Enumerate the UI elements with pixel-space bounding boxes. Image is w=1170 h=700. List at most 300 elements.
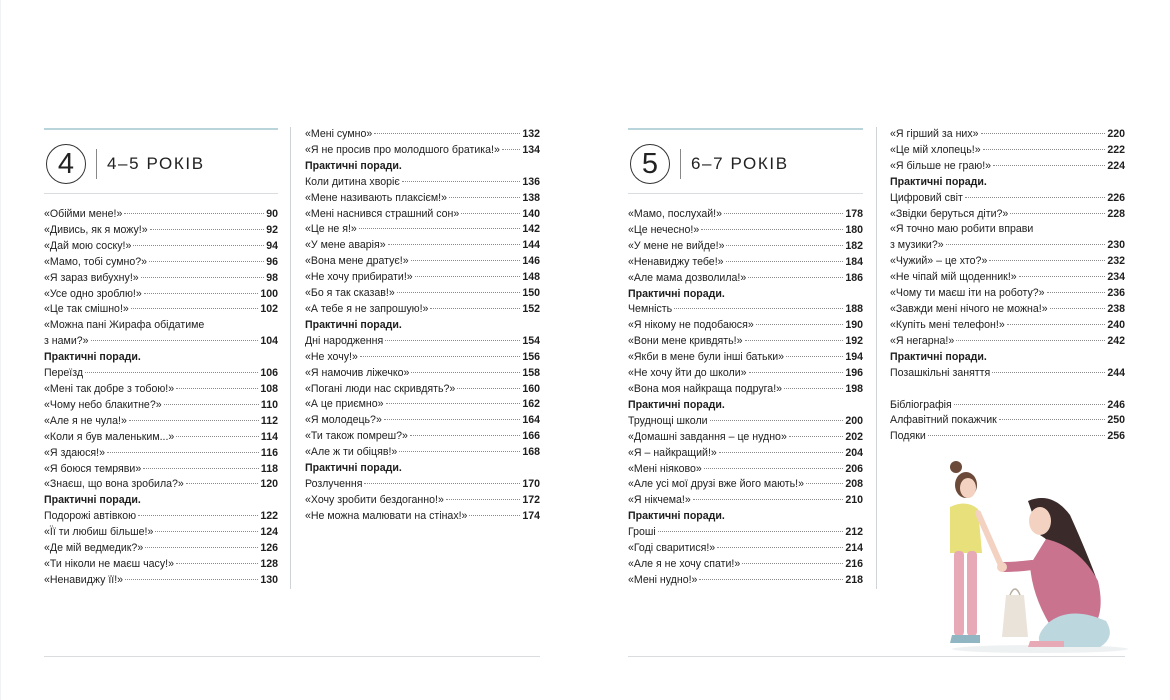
toc-leader-dots <box>726 261 844 262</box>
chapter4-top-rule <box>44 128 278 130</box>
toc-page-number: 194 <box>845 351 863 364</box>
toc-leader-dots <box>693 499 844 500</box>
toc-leader-dots <box>141 277 265 278</box>
toc-entry-title: «Мамо, послухай!» <box>628 208 723 220</box>
page-edge-left <box>0 0 1 700</box>
toc-leader-dots <box>143 468 259 469</box>
toc-entry-first-line: «Можна пані Жирафа обідатиме <box>44 319 205 332</box>
toc-leader-dots <box>1047 292 1106 293</box>
toc-page-number: 154 <box>522 334 540 347</box>
toc-entry-title: Алфавітний покажчик <box>890 414 997 427</box>
toc-leader-dots <box>138 515 258 516</box>
toc-leader-dots <box>710 420 844 421</box>
toc-entry <box>44 414 278 430</box>
toc-entry <box>628 430 863 446</box>
toc-leader-dots <box>411 260 521 261</box>
toc-page-number: 150 <box>522 287 540 300</box>
toc-page-number: 206 <box>845 462 863 475</box>
toc-page-number: 158 <box>522 366 540 379</box>
toc-leader-dots <box>699 579 843 580</box>
toc-page-number: 104 <box>260 335 278 348</box>
toc-entry <box>305 413 540 429</box>
chapter-number-circle <box>46 144 86 184</box>
toc-entry-title: Подорожі автівкою <box>44 510 137 523</box>
mother-daughter-illustration <box>920 455 1130 655</box>
toc-column-4 <box>890 127 1125 445</box>
toc-page-number: 244 <box>1107 366 1125 379</box>
toc-page-number: 240 <box>1107 318 1125 331</box>
toc-entry <box>890 207 1125 223</box>
toc-entry-title: «Але усі мої друзі вже його мають!» <box>628 478 805 491</box>
toc-leader-dots <box>449 197 520 198</box>
toc-entry-title: «Ненавиджу тебе!» <box>628 255 724 268</box>
toc-page-number: 232 <box>1107 255 1125 268</box>
toc-entry <box>305 477 540 493</box>
toc-entry <box>628 334 863 350</box>
toc-entry <box>44 462 278 478</box>
toc-entry <box>44 525 278 541</box>
toc-entry-title: «Годі сваритися!» <box>628 542 716 555</box>
toc-entry <box>628 255 863 271</box>
toc-entry <box>44 366 278 382</box>
toc-leader-dots <box>124 213 264 214</box>
toc-entry <box>628 318 863 334</box>
toc-entry <box>305 127 540 143</box>
toc-section-heading: Практичні поради. <box>890 175 987 188</box>
toc-leader-dots <box>981 133 1106 134</box>
toc-page-number: 172 <box>522 493 540 506</box>
toc-page-number: 136 <box>522 175 540 188</box>
toc-leader-dots <box>928 435 1106 436</box>
toc-page-number: 186 <box>845 271 863 284</box>
toc-leader-dots <box>457 388 520 389</box>
toc-leader-dots <box>129 420 259 421</box>
toc-leader-dots <box>374 133 520 134</box>
toc-column-1 <box>44 207 278 589</box>
toc-section-heading: Практичні поради. <box>628 287 725 300</box>
toc-leader-dots <box>999 419 1106 420</box>
toc-entry <box>44 223 278 239</box>
toc-leader-dots <box>131 308 259 309</box>
toc-entry <box>305 191 540 207</box>
toc-page-number: 218 <box>845 573 863 586</box>
toc-entry-title: «Мені наснився страшний сон» <box>305 207 460 220</box>
toc-page-number: 192 <box>845 335 863 348</box>
toc-page-number: 144 <box>522 239 540 252</box>
toc-entry <box>628 573 863 589</box>
toc-entry <box>890 366 1125 382</box>
toc-page-number: 146 <box>522 255 540 268</box>
toc-leader-dots <box>145 547 258 548</box>
toc-entry-title: «Погані люди нас скривдять?» <box>305 382 456 395</box>
toc-entry <box>44 207 278 223</box>
toc-entry-title: «Я гірший за них» <box>890 128 979 140</box>
toc-leader-dots <box>742 563 843 564</box>
toc-entry-title: «Не можна малювати на стінах!» <box>305 509 468 522</box>
toc-page-number: 160 <box>522 382 540 395</box>
toc-entry-first-line: «Я точно маю робити вправи <box>890 223 1034 236</box>
toc-entry <box>305 175 540 191</box>
toc-leader-dots <box>954 404 1106 405</box>
toc-entry-title: «Це не я!» <box>305 223 357 236</box>
toc-entry-title: Чемність <box>628 303 673 316</box>
toc-entry-title: «Хочу зробити бездоганно!» <box>305 493 444 506</box>
toc-entry-title: «Її ти любиш більше!» <box>44 526 154 539</box>
toc-entry <box>305 270 540 286</box>
toc-entry <box>305 509 540 525</box>
toc-page-number: 156 <box>522 350 540 363</box>
toc-page-number: 246 <box>1107 398 1125 411</box>
toc-entry-title: «У мене не вийде!» <box>628 239 725 252</box>
toc-page-number: 134 <box>522 143 540 156</box>
toc-leader-dots <box>1007 324 1106 325</box>
girl-figure <box>950 461 1000 643</box>
toc-entry <box>305 350 540 366</box>
toc-page-number: 142 <box>522 223 540 236</box>
toc-entry-title: з музики?» <box>890 239 944 252</box>
toc-entry-title: «Звідки беруться діти?» <box>890 207 1009 220</box>
toc-entry-title: «Ти ніколи не маєш часу!» <box>44 557 174 570</box>
toc-leader-dots <box>176 563 258 564</box>
toc-leader-dots <box>176 436 259 437</box>
toc-entry-title: «Мене називають плаксієм!» <box>305 191 447 204</box>
toc-page-number: 170 <box>522 477 540 490</box>
toc-leader-dots <box>674 308 843 309</box>
toc-entry-title: «Я молодець?» <box>305 414 382 427</box>
toc-entry <box>890 238 1125 254</box>
toc-page-number: 168 <box>522 446 540 459</box>
toc-page-number: 210 <box>845 494 863 507</box>
chapter-number: 4 <box>57 147 75 180</box>
toc-entry <box>305 397 540 413</box>
toc-leader-dots <box>658 531 844 532</box>
toc-entry-title: «Мамо, тобі сумно?» <box>44 255 148 268</box>
toc-leader-dots <box>107 452 259 453</box>
toc-leader-dots <box>701 229 843 230</box>
toc-entry <box>305 222 540 238</box>
toc-entry <box>44 334 278 350</box>
toc-leader-dots <box>164 404 259 405</box>
toc-entry-title: «Чому ти маєш іти на роботу?» <box>890 287 1045 300</box>
toc-entry <box>44 477 278 493</box>
toc-entry-title: «Але ж ти обіцяв!» <box>305 446 398 459</box>
toc-leader-dots <box>385 340 520 341</box>
toc-entry <box>628 557 863 573</box>
toc-entry-title: «Не хочу йти до школи» <box>628 367 747 380</box>
chapter-number-circle <box>630 144 670 184</box>
toc-leader-dots <box>806 483 843 484</box>
toc-leader-dots <box>125 579 258 580</box>
toc-leader-dots <box>144 293 259 294</box>
toc-entry-title: «Але я не хочу спати!» <box>628 557 741 570</box>
toc-page-number: 120 <box>260 478 278 491</box>
toc-entry <box>628 207 863 223</box>
toc-page-number: 178 <box>845 208 863 220</box>
toc-leader-dots <box>1019 276 1106 277</box>
toc-entry <box>44 239 278 255</box>
toc-page-number: 216 <box>845 557 863 570</box>
toc-page-number: 174 <box>522 509 540 522</box>
toc-entry-title: «Де мій ведмедик?» <box>44 542 144 555</box>
toc-entry <box>44 382 278 398</box>
toc-page-number: 108 <box>260 382 278 395</box>
toc-leader-dots <box>993 165 1105 166</box>
chapter-number: 5 <box>641 147 659 180</box>
toc-leader-dots <box>946 244 1106 245</box>
toc-entry-title: Розлучення <box>305 477 363 490</box>
toc-entry <box>628 239 863 255</box>
toc-leader-dots <box>386 403 521 404</box>
toc-page-number: 148 <box>522 271 540 284</box>
toc-leader-dots <box>430 308 520 309</box>
toc-leader-dots <box>133 245 264 246</box>
toc-leader-dots <box>992 372 1105 373</box>
left-page-bottom-rule <box>44 656 540 657</box>
toc-entry-title: «У мене аварія» <box>305 239 386 252</box>
toc-page-number: 202 <box>845 430 863 443</box>
toc-page-number: 118 <box>260 462 278 475</box>
toc-column-2 <box>305 127 540 525</box>
toc-leader-dots <box>364 483 520 484</box>
toc-entry-title: «Я негарна!» <box>890 334 955 347</box>
toc-entry-title: з нами?» <box>44 335 89 348</box>
toc-entry-title: «Ти також помреш?» <box>305 430 408 443</box>
toc-entry <box>305 493 540 509</box>
toc-entry-title: «Якби в мене були інші батьки» <box>628 351 785 364</box>
toc-page-number: 132 <box>522 128 540 140</box>
toc-entry <box>628 446 863 462</box>
chapter-4-header <box>46 144 205 184</box>
toc-entry <box>44 271 278 287</box>
toc-entry-title: «Я намочив ліжечко» <box>305 366 410 379</box>
toc-page-number: 124 <box>260 526 278 539</box>
toc-entry <box>890 318 1125 334</box>
toc-leader-dots <box>789 436 843 437</box>
toc-entry-title: «А тебе я не запрошую!» <box>305 302 429 315</box>
toc-leader-dots <box>1050 308 1106 309</box>
toc-entry <box>628 302 863 318</box>
toc-entry-title: «Знаєш, що вона зробила?» <box>44 478 184 491</box>
toc-entry-title: «Усе одно зроблю!» <box>44 287 142 300</box>
toc-page-number: 96 <box>266 255 278 268</box>
toc-entry <box>890 143 1125 159</box>
toc-entry-title: «Мені ніяково» <box>628 462 702 475</box>
toc-entry <box>628 366 863 382</box>
toc-entry <box>44 302 278 318</box>
toc-entry-title: «Мені сумно» <box>305 128 373 140</box>
toc-entry-title: «Не хочу прибирати!» <box>305 271 413 284</box>
toc-entry-title: Подяки <box>890 430 926 443</box>
toc-section-heading: Практичні поради. <box>628 510 725 523</box>
toc-entry <box>305 207 540 223</box>
toc-page-number: 138 <box>522 191 540 204</box>
toc-entry <box>305 254 540 270</box>
toc-page-number: 90 <box>266 208 278 220</box>
toc-entry <box>305 382 540 398</box>
toc-page-number: 152 <box>522 302 540 315</box>
toc-entry-title: «Не чіпай мій щоденник!» <box>890 271 1017 284</box>
toc-entry-title: «Мені нудно!» <box>628 573 698 586</box>
toc-entry-title: «Я здаюся!» <box>44 446 105 459</box>
toc-entry-title: «Чужий» – це хто?» <box>890 255 988 268</box>
toc-page-number: 220 <box>1107 128 1125 140</box>
toc-page-number: 214 <box>845 542 863 555</box>
toc-page-number: 184 <box>845 255 863 268</box>
chapter-header-separator <box>96 149 97 179</box>
toc-page-number: 180 <box>845 223 863 236</box>
toc-page-number: 196 <box>845 367 863 380</box>
toc-entry <box>44 287 278 303</box>
toc-entry <box>628 525 863 541</box>
toc-leader-dots <box>384 419 520 420</box>
toc-page-number: 102 <box>260 303 278 316</box>
toc-leader-dots <box>784 388 843 389</box>
toc-entry <box>44 430 278 446</box>
toc-entry-title: «Я нікчема!» <box>628 494 691 507</box>
toc-page-number: 128 <box>260 557 278 570</box>
toc-entry <box>305 143 540 159</box>
toc-section-heading: Практичні поради. <box>44 351 141 364</box>
chapter-5-header <box>630 144 789 184</box>
toc-entry <box>890 334 1125 350</box>
toc-section-heading: Практичні поради. <box>305 462 402 475</box>
toc-leader-dots <box>983 149 1106 150</box>
toc-entry-title: «Дивись, як я можу!» <box>44 223 148 236</box>
toc-page-number: 204 <box>845 446 863 459</box>
toc-entry-title: «Я зараз вибухну!» <box>44 271 139 284</box>
toc-entry <box>628 350 863 366</box>
toc-page-number: 162 <box>522 398 540 411</box>
toc-entry <box>628 462 863 478</box>
toc-page-number: 182 <box>845 239 863 252</box>
toc-entry <box>890 286 1125 302</box>
toc-section-heading: Практичні поради. <box>305 159 402 172</box>
toc-entry-title: «Ненавиджу її!» <box>44 573 124 586</box>
toc-page-number: 234 <box>1107 271 1125 284</box>
toc-entry-title: «Я нікому не подобаюся» <box>628 319 754 332</box>
toc-leader-dots <box>717 547 843 548</box>
toc-leader-dots <box>719 452 844 453</box>
toc-entry-title: «Чому небо блакитне?» <box>44 398 162 411</box>
toc-page-number: 198 <box>845 382 863 395</box>
toc-leader-dots <box>989 260 1105 261</box>
toc-entry <box>890 302 1125 318</box>
toc-entry-title: «Вони мене кривдять!» <box>628 335 743 348</box>
toc-leader-dots <box>446 499 520 500</box>
column-divider <box>876 127 877 589</box>
toc-entry-title: «Це нечесно!» <box>628 223 700 236</box>
toc-leader-dots <box>85 372 258 373</box>
toc-entry-title: «Я боюся темряви» <box>44 462 142 475</box>
toc-leader-dots <box>756 324 844 325</box>
toc-entry-title: «Вона моя найкраща подруга!» <box>628 382 783 395</box>
toc-entry-title: «Домашні завдання – це нудно» <box>628 430 787 443</box>
toc-section-heading: Практичні поради. <box>890 350 987 363</box>
toc-entry-title: «Мені так добре з тобою!» <box>44 382 175 395</box>
toc-spacer <box>890 382 1125 398</box>
toc-entry <box>44 509 278 525</box>
toc-entry-title: «Я більше не граю!» <box>890 159 992 172</box>
toc-entry-title: «Це мій хлопець!» <box>890 143 981 156</box>
toc-entry <box>44 557 278 573</box>
toc-page-number: 130 <box>260 573 278 586</box>
toc-entry <box>305 445 540 461</box>
shopping-bag <box>1002 589 1028 637</box>
toc-leader-dots <box>411 372 520 373</box>
right-page-bottom-rule <box>628 656 1125 657</box>
toc-entry <box>890 254 1125 270</box>
toc-entry <box>628 541 863 557</box>
toc-entry <box>44 573 278 589</box>
toc-entry-title: «Але я не чула!» <box>44 414 127 427</box>
toc-leader-dots <box>1010 213 1105 214</box>
toc-column-3 <box>628 207 863 589</box>
toc-leader-dots <box>388 244 521 245</box>
toc-entry <box>44 446 278 462</box>
toc-leader-dots <box>359 228 520 229</box>
toc-leader-dots <box>786 356 843 357</box>
toc-entry-title: «А це приємно» <box>305 398 384 411</box>
toc-leader-dots <box>397 292 521 293</box>
column-divider <box>290 127 291 589</box>
toc-leader-dots <box>155 531 258 532</box>
toc-page-number: 94 <box>266 239 278 252</box>
toc-entry <box>305 366 540 382</box>
toc-page-number: 110 <box>260 398 278 411</box>
toc-page-number: 242 <box>1107 334 1125 347</box>
toc-entry <box>628 223 863 239</box>
toc-page-number: 106 <box>260 367 278 380</box>
toc-leader-dots <box>748 277 843 278</box>
chapter-title: 6–7 РОКІВ <box>691 154 789 173</box>
toc-page-number: 164 <box>522 414 540 427</box>
toc-entry <box>628 477 863 493</box>
toc-page-number: 114 <box>260 430 278 443</box>
toc-page-number: 222 <box>1107 143 1125 156</box>
toc-entry <box>305 302 540 318</box>
toc-leader-dots <box>402 181 521 182</box>
toc-entry-title: «Купіть мені телефон!» <box>890 318 1005 331</box>
toc-leader-dots <box>469 515 520 516</box>
toc-entry <box>628 493 863 509</box>
toc-entry-title: «Я не просив про молодшого братика!» <box>305 143 500 156</box>
toc-entry <box>44 541 278 557</box>
toc-page-number: 226 <box>1107 191 1125 204</box>
toc-page-number: 236 <box>1107 287 1125 300</box>
toc-leader-dots <box>461 213 520 214</box>
toc-entry-title: Труднощі школи <box>628 414 708 427</box>
toc-leader-dots <box>724 213 843 214</box>
toc-page-number: 190 <box>845 319 863 332</box>
toc-page-number: 140 <box>522 207 540 220</box>
toc-entry <box>305 334 540 350</box>
toc-entry <box>305 286 540 302</box>
toc-leader-dots <box>360 356 520 357</box>
toc-entry-title: «Дай мою соску!» <box>44 239 132 252</box>
toc-leader-dots <box>91 340 259 341</box>
toc-entry-title: «Не хочу!» <box>305 350 358 363</box>
toc-section-heading: Практичні поради. <box>628 398 725 411</box>
toc-entry-title: Цифровий світ <box>890 191 963 204</box>
toc-page-number: 166 <box>522 430 540 443</box>
toc-page-number: 122 <box>260 510 278 523</box>
toc-page-number: 126 <box>260 542 278 555</box>
toc-leader-dots <box>149 261 264 262</box>
toc-entry-title: «Я – найкращий!» <box>628 446 717 459</box>
toc-page-number: 100 <box>260 287 278 300</box>
toc-entry-title: «Але мама дозволила!» <box>628 271 747 284</box>
toc-entry <box>890 398 1125 414</box>
